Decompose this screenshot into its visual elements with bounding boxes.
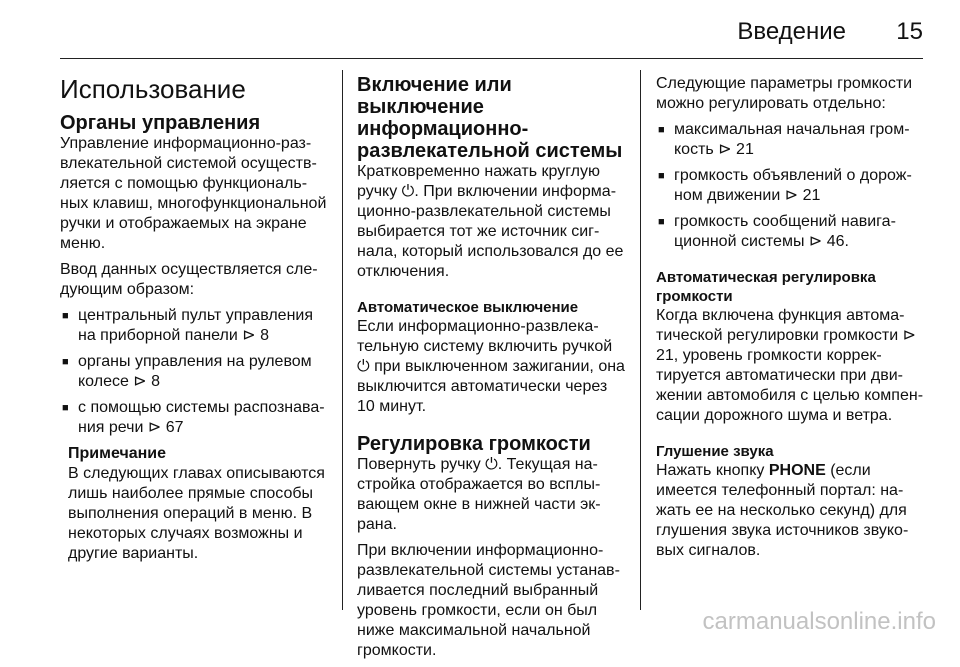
input-methods-list [60,306,328,438]
auto-off-text: Если информационно-развлекательную систему включить ручкой ⏻ при выключенном зажигании, она выключится автоматически через 10 минут. [357,318,625,415]
watermark: carmanualsonline.info [702,608,936,635]
power-heading: Включение или выключение информационно-развлекательной системы [357,74,623,162]
volume-paragraph-2: При включении информационно-развлекательной системы устанавливается последний выбранный уровень громкости, если он был ниже максимальной начальной громкости. [357,542,620,659]
volume-heading: Регулировка громкости [357,433,591,455]
column-divider-left [342,70,343,610]
section-heading: Использование [60,74,246,104]
auto-off-title: Автоматическое выключение [357,299,579,316]
volume-paragraph-1: Повернуть ручку ⏻. Текущая настройка отображается во всплывающем окне в нижней части экрана. [357,456,601,533]
phone-button-label: PHONE [768,462,826,479]
mute-text: Нажать кнопку PHONE (если имеется телефонный портал: нажать ее на несколько секунд) для глушения звука источников звуковых сигналов. [656,462,909,559]
column-2 [357,74,629,667]
list-item: ■ громкость объявлений о дорожном движении ⊳ 21 [656,166,928,206]
intro-paragraph: Управление информационно-развлекательной системой осуществляется с помощью функциональных клавиш, многофункциональной ручки и отображаемых на экране меню. [60,135,327,252]
column-1 [60,74,328,564]
power-paragraph: Кратковременно нажать круглую ручку ⏻. При включении информационно-развлекательной системы выбирается тот же источник сигнала, который использовался до ее отключения. [357,163,624,280]
list-item: ■ максимальная начальная громкость ⊳ 21 [656,120,928,160]
list-item: ■ громкость сообщений навигационной системы ⊳ 46. [656,212,928,252]
auto-volume-text: Когда включена функция автоматической регулировки громкости ⊳ 21, уровень громкости корректируется автоматически при движении автомобиля с целью компенсации дорожного шума и ветра. [656,307,924,424]
note-block [60,444,328,564]
note-text: В следующих главах описываются лишь наиболее прямые способы выполнения операций в меню. В некоторых случаях возможны и другие варианты. [68,465,325,562]
subsection-heading: Органы управления [60,112,261,134]
volume-params-list [656,120,928,252]
mute-title: Глушение звука [656,443,774,460]
column-divider-right [640,70,641,610]
note-title: Примечание [68,445,167,462]
page-number: 15 [896,18,923,45]
list-item: ■ центральный пульт управления на приборной панели ⊳ 8 [60,306,328,346]
auto-volume-title: Автоматическая регулировка громкости [656,269,876,305]
list-intro: Ввод данных осуществляется следующим образом: [60,261,318,298]
column-3 [656,74,928,567]
chapter-title: Введение [737,18,846,45]
volume-params-intro: Следующие параметры громкости можно регулировать отдельно: [656,75,913,112]
list-item: ■ с помощью системы распознавания речи ⊳ 67 [60,398,328,438]
header-divider [60,58,923,59]
list-item: ■ органы управления на рулевом колесе ⊳ 8 [60,352,328,392]
